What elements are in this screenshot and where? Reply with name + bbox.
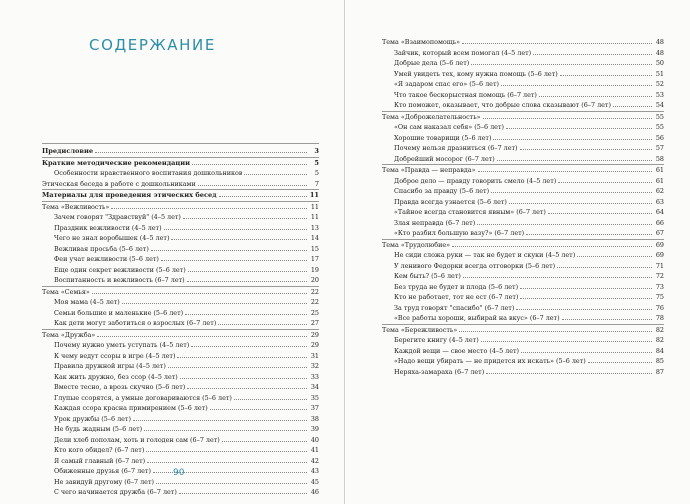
toc-entry-page: 38	[310, 414, 319, 423]
toc-entry-page: 5	[314, 158, 319, 167]
toc-entry[interactable]	[42, 393, 319, 404]
dot-leader	[187, 382, 307, 389]
toc-entry-page: 40	[310, 435, 319, 444]
toc-entry[interactable]	[382, 228, 664, 239]
dot-leader	[520, 143, 652, 150]
toc-entry[interactable]	[382, 261, 664, 272]
toc-entry-title: Добрейший мосорог (6–7 лет)	[394, 154, 495, 163]
toc-entry[interactable]	[382, 69, 664, 80]
toc-entry-page: 69	[655, 240, 664, 249]
toc-entry-title: Я самый главный (6–7 лет)	[54, 456, 146, 465]
toc-entry-title: Вежливая просьба (5–6 лет)	[54, 244, 149, 253]
toc-entry-title: Тема «Вежливость»	[42, 202, 110, 211]
toc-entry-title: Тема «Доброжелательность»	[382, 112, 481, 121]
dot-leader	[471, 58, 652, 65]
toc-entry-page: 29	[310, 330, 319, 339]
dot-leader	[462, 37, 652, 44]
dot-leader	[497, 154, 652, 161]
toc-entry-title: Почему нужно уметь уступать (4–5 лет)	[54, 341, 190, 349]
toc-entry-title: Кто кого обидел? (6–7 лет)	[54, 446, 145, 454]
toc-entry-page: 45	[310, 477, 319, 486]
dot-leader	[577, 250, 652, 257]
toc-entry-title: Доброе дело — правду говорить смело (4–5 лет)	[394, 176, 557, 185]
toc-entry-title: Тема «Взаимопомощь»	[382, 38, 461, 46]
toc-entry-title: Материалы для проведения этических бесед	[42, 191, 217, 199]
dot-leader	[234, 393, 307, 400]
toc-entry-page: 11	[310, 202, 319, 211]
toc-entry[interactable]	[382, 207, 664, 218]
toc-entry-title: Каждая ссора красна примирением (5–6 лет)	[54, 404, 208, 412]
toc-entry-page: 3	[314, 147, 319, 155]
toc-entry-title: Кем быть? (5–6 лет)	[394, 272, 461, 280]
toc-entry-page: 73	[655, 282, 664, 291]
toc-entry[interactable]	[382, 356, 664, 367]
toc-entry[interactable]	[42, 168, 319, 179]
toc-entry-title: Добрые дела (5–6 лет)	[394, 59, 470, 67]
toc-entry-page: 56	[655, 133, 664, 142]
dot-leader	[562, 313, 652, 320]
toc-section-entry[interactable]	[42, 157, 319, 169]
toc-entry[interactable]	[42, 424, 319, 435]
toc-entry-page: 67	[655, 229, 664, 237]
dot-leader	[147, 456, 307, 463]
toc-entry-page: 22	[310, 287, 319, 296]
toc-entry-page: 48	[655, 48, 664, 57]
dot-leader	[520, 292, 652, 299]
toc-entry[interactable]	[382, 154, 664, 165]
toc-entry-page: 71	[655, 261, 664, 270]
toc-entry-page: 22	[310, 298, 319, 306]
toc-entry[interactable]	[42, 414, 319, 425]
dot-leader	[509, 197, 652, 204]
dot-leader	[526, 228, 652, 235]
dot-leader	[548, 207, 652, 214]
toc-entry[interactable]	[382, 335, 664, 346]
toc-entry-page: 35	[310, 393, 319, 402]
toc-entry-title: К чему ведут ссоры в игре (4–5 лет)	[54, 351, 176, 360]
toc-entry-page: 72	[655, 272, 664, 280]
right-page	[346, 0, 690, 504]
dot-leader	[244, 168, 307, 175]
toc-entry-page: 57	[655, 144, 664, 152]
page-title: СОДЕРЖАНИЕ	[89, 36, 216, 54]
toc-entry-title: Зайчик, который всем помогал (4–5 лет)	[394, 48, 532, 57]
dot-leader	[183, 212, 307, 219]
toc-entry-page: 11	[310, 213, 319, 221]
toc-entry-page: 62	[655, 187, 664, 195]
dot-leader	[146, 445, 307, 452]
toc-entry-title: Урок дружбы (5–6 лет)	[54, 414, 131, 423]
toc-entry-title: Вместе тесно, а врозь скучно (5–6 лет)	[54, 383, 186, 391]
dot-leader	[477, 218, 652, 225]
dot-leader	[111, 202, 307, 209]
dot-leader	[192, 158, 307, 165]
toc-entry[interactable]	[42, 361, 319, 372]
toc-entry-page: 27	[310, 319, 319, 327]
dot-leader	[516, 303, 652, 310]
toc-section-entry[interactable]	[42, 146, 319, 157]
toc-theme-entry[interactable]	[42, 329, 319, 341]
toc-entry[interactable]	[42, 487, 319, 498]
toc-entry-title: «Все работы хороши, выбирай на вкус» (6–7 лет)	[394, 314, 560, 322]
toc-entry-title: За труд говорят "спасибо" (6–7 лет)	[394, 303, 515, 312]
dot-leader	[187, 275, 307, 282]
toc-entry-page: 61	[655, 176, 664, 185]
toc-entry-title: «Он сам наказал себя» (5–6 лет)	[394, 123, 504, 131]
dot-leader	[164, 223, 307, 230]
top-divider	[42, 143, 319, 144]
toc-entry-title: Особенности нравственного воспитания дошкольников	[54, 169, 243, 177]
dot-leader	[520, 282, 652, 289]
toc-entry-page: 41	[310, 446, 319, 454]
dot-leader	[171, 233, 307, 240]
dot-leader	[478, 165, 653, 172]
toc-entry-title: «Я задаром спас его» (5–6 лет)	[394, 80, 499, 88]
toc-entry-title: Каждой вещи — свое место (4–5 лет)	[394, 346, 520, 355]
toc-entry-page: 51	[655, 69, 664, 78]
dot-leader	[491, 186, 652, 193]
dot-leader	[188, 265, 307, 272]
toc-entry[interactable]	[42, 179, 319, 190]
dot-leader	[219, 190, 307, 197]
toc-theme-entry[interactable]	[382, 111, 664, 123]
toc-entry-title: Предисловие	[42, 147, 94, 155]
toc-entry[interactable]	[382, 303, 664, 314]
toc-entry-title: «Кто разбил большую вазу?» (6–7 лет)	[394, 229, 525, 237]
toc-entry-title: Дели хлеб пополам, хоть и голоден сам (6–7 лет)	[54, 435, 220, 444]
toc-entry-title: Как дети могут заботиться о взрослых (6–7 лет)	[54, 319, 217, 327]
dot-leader	[493, 133, 652, 140]
toc-entry-page: 5	[314, 169, 319, 177]
page-number: 90	[173, 468, 185, 478]
toc-entry-page: 20	[310, 276, 319, 284]
toc-entry-page: 46	[310, 488, 319, 496]
toc-entry[interactable]	[382, 250, 664, 261]
toc-entry[interactable]	[382, 218, 664, 229]
toc-entry-page: 37	[310, 404, 319, 412]
toc-entry[interactable]	[382, 48, 664, 59]
toc-entry[interactable]	[382, 133, 664, 144]
toc-entry-title: Чего не знал воробышек (4–5 лет)	[54, 234, 170, 242]
dot-leader	[521, 346, 652, 353]
dot-leader	[483, 112, 652, 119]
toc-entry[interactable]	[42, 254, 319, 265]
toc-entry-title: Воспитанность и вежливость (6–7 лет)	[54, 276, 185, 284]
toc-entry[interactable]	[42, 244, 319, 255]
toc-entry-page: 42	[310, 456, 319, 465]
toc-entry-title: Обиженные друзья (6–7 лет)	[54, 467, 151, 475]
toc-entry-title: Еще один секрет вежливости (5–6 лет)	[54, 265, 186, 274]
toc-entry[interactable]	[382, 271, 664, 282]
toc-entry-page: 17	[310, 255, 319, 263]
toc-entry[interactable]	[382, 58, 664, 69]
toc-entry-page: 19	[310, 265, 319, 274]
toc-entry[interactable]	[42, 372, 319, 383]
toc-entry[interactable]	[42, 265, 319, 276]
toc-entry-page: 43	[310, 467, 319, 475]
toc-entry-page: 7	[314, 179, 319, 188]
dot-leader	[144, 424, 307, 431]
toc-entry-page: 34	[310, 383, 319, 391]
toc-entry[interactable]	[42, 340, 319, 351]
dot-leader	[185, 308, 307, 315]
toc-entry-title: Как жить дружно, без ссор (4–5 лет)	[54, 372, 178, 381]
toc-entry[interactable]	[382, 282, 664, 293]
toc-entry-title: «Тайное всегда становится явным» (6–7 лет)	[394, 208, 546, 216]
toc-entry[interactable]	[42, 351, 319, 362]
dot-leader	[180, 372, 307, 379]
toc-entry[interactable]	[42, 275, 319, 286]
toc-entry[interactable]	[42, 403, 319, 414]
toc-entry-page: 52	[655, 80, 664, 88]
toc-entry-page: 15	[310, 244, 319, 253]
toc-theme-entry[interactable]	[382, 324, 664, 336]
toc-entry-page: 76	[655, 303, 664, 312]
toc-theme-entry[interactable]	[42, 286, 319, 298]
toc-entry[interactable]	[382, 313, 664, 324]
dot-leader	[222, 435, 307, 442]
toc-entry-page: 39	[310, 425, 319, 433]
toc-entry-page: 31	[310, 351, 319, 360]
dot-leader	[168, 361, 307, 368]
dot-leader	[95, 146, 307, 153]
dot-leader	[151, 244, 307, 251]
toc-entry[interactable]	[42, 223, 319, 234]
toc-entry[interactable]	[382, 79, 664, 90]
toc-entry[interactable]	[382, 197, 664, 208]
toc-entry-page: 61	[655, 166, 664, 174]
toc-entry-title: «Надо вещи убирать — не придется их искать» (5–6 лет)	[394, 357, 586, 365]
toc-entry[interactable]	[382, 176, 664, 187]
toc-entry-title: Семьи большие и маленькие (5–6 лет)	[54, 308, 184, 317]
toc-entry[interactable]	[42, 297, 319, 308]
toc-entry-title: Хорошие товарищи (5–6 лет)	[394, 133, 492, 142]
dot-leader	[588, 356, 652, 363]
toc-entry-page: 69	[655, 251, 664, 259]
toc-entry-title: Правила дружной игры (4–5 лет)	[54, 362, 166, 370]
toc-entry-title: Глупые ссорятся, а умные договариваются (5–6 лет)	[54, 393, 232, 402]
toc-entry-title: Тема «Трудолюбие»	[382, 240, 451, 249]
toc-entry[interactable]	[42, 445, 319, 456]
dot-leader	[557, 261, 652, 268]
toc-left-column	[42, 146, 319, 498]
toc-theme-entry[interactable]	[42, 201, 319, 213]
toc-entry-title: Кто не работает, тот не ест (6–7 лет)	[394, 293, 519, 301]
toc-entry-page: 66	[655, 218, 664, 227]
toc-entry[interactable]	[42, 456, 319, 467]
toc-entry-page: 75	[655, 293, 664, 301]
toc-entry-page: 64	[655, 208, 664, 216]
dot-leader	[463, 271, 652, 278]
toc-entry-page: 78	[655, 314, 664, 322]
toc-entry-title: У ленивого Федорки всегда отговорки (5–6 лет)	[394, 261, 556, 270]
dot-leader	[558, 176, 652, 183]
toc-entry-title: Тема «Бережливость»	[382, 325, 458, 334]
toc-entry-title: Злая неправда (6–7 лет)	[394, 218, 476, 227]
toc-entry[interactable]	[382, 292, 664, 303]
toc-theme-entry[interactable]	[382, 164, 664, 176]
dot-leader	[161, 254, 307, 261]
toc-entry[interactable]	[42, 435, 319, 446]
toc-entry-page: 33	[310, 372, 319, 381]
toc-entry-page: 85	[655, 357, 664, 365]
dot-leader	[506, 122, 652, 129]
toc-entry-title: Тема «Правда — неправда»	[382, 166, 476, 174]
toc-entry[interactable]	[382, 90, 664, 101]
toc-entry-page: 32	[310, 362, 319, 370]
dot-leader	[191, 340, 307, 347]
toc-entry[interactable]	[382, 100, 664, 111]
toc-entry-page: 14	[310, 234, 319, 242]
toc-entry-page: 55	[655, 112, 664, 121]
toc-entry-title: Краткие методические рекомендации	[42, 158, 191, 167]
dot-leader	[560, 69, 652, 76]
toc-entry-page: 25	[310, 308, 319, 317]
toc-entry-page: 11	[309, 191, 319, 199]
dot-leader	[533, 48, 652, 55]
toc-entry[interactable]	[42, 477, 319, 488]
toc-theme-entry[interactable]	[382, 239, 664, 251]
toc-entry-title: Кто поможет, оказывает, что добрые слова сказывают (6–7 лет)	[394, 101, 611, 109]
toc-entry[interactable]	[42, 382, 319, 393]
toc-entry-page: 53	[655, 90, 664, 99]
toc-entry-title: Праздник вежливости (4–5 лет)	[54, 223, 162, 232]
toc-entry-title: Зачем говорят "Здравствуй" (4–5 лет)	[54, 213, 181, 221]
toc-entry[interactable]	[382, 143, 664, 154]
dot-leader	[452, 240, 652, 247]
dot-leader	[92, 287, 307, 294]
toc-entry-page: 82	[655, 336, 664, 344]
toc-entry-page: 58	[655, 154, 664, 163]
toc-entry-page: 50	[655, 59, 664, 67]
toc-entry-title: Этическая беседа в работе с дошкольниками	[42, 179, 196, 188]
toc-entry[interactable]	[42, 308, 319, 319]
dot-leader	[198, 179, 307, 186]
toc-entry-title: Не будь жадным (5–6 лет)	[54, 425, 143, 433]
toc-entry-title: Умей увидеть тех, кому нужна помощь (5–6 лет)	[394, 69, 558, 78]
toc-entry[interactable]	[382, 122, 664, 133]
dot-leader	[539, 90, 652, 97]
toc-entry-page: 13	[310, 223, 319, 232]
dot-leader	[177, 351, 307, 358]
toc-entry[interactable]	[42, 212, 319, 223]
toc-entry-page: 63	[655, 197, 664, 206]
dot-leader	[210, 403, 307, 410]
toc-entry-page: 84	[655, 346, 664, 355]
toc-entry-title: Почему нельзя дразниться (6–7 лет)	[394, 144, 518, 152]
dot-leader	[613, 100, 652, 107]
toc-right-column	[382, 37, 664, 377]
dot-leader	[179, 487, 307, 494]
toc-theme-entry[interactable]	[382, 37, 664, 48]
toc-entry-title: Тема «Семья»	[42, 287, 90, 296]
toc-entry-title: Без труда не будет и плода (5–6 лет)	[394, 282, 519, 291]
toc-entry[interactable]	[42, 318, 319, 329]
toc-entry-title: Феи учат вежливости (5–6 лет)	[54, 255, 159, 263]
dot-leader	[501, 79, 652, 86]
toc-entry-title: С чего начинается дружба (6–7 лет)	[54, 488, 177, 496]
dot-leader	[133, 414, 307, 421]
toc-entry-page: 48	[655, 38, 664, 46]
toc-entry[interactable]	[382, 346, 664, 357]
toc-entry[interactable]	[382, 367, 664, 378]
dot-leader	[486, 367, 652, 374]
toc-entry-page: 87	[655, 367, 664, 376]
toc-entry-page: 54	[655, 101, 664, 109]
dot-leader	[218, 318, 307, 325]
toc-entry[interactable]	[382, 186, 664, 197]
toc-section-entry[interactable]	[42, 189, 319, 201]
toc-entry-title: Берегите книгу (4–5 лет)	[394, 336, 479, 344]
toc-entry-title: Спасибо за правду (5–6 лет)	[394, 187, 490, 195]
toc-entry-title: Неряха-замараха (6–7 лет)	[394, 367, 485, 376]
dot-leader	[122, 297, 307, 304]
toc-entry-title: Не сиди сложа руки — так не будет и скуки (4–5 лет)	[394, 251, 576, 259]
toc-entry-page: 29	[310, 341, 319, 349]
toc-entry-title: Моя мама (4–5 лет)	[54, 298, 120, 306]
dot-leader	[97, 330, 307, 337]
toc-entry-page: 55	[655, 123, 664, 131]
toc-entry[interactable]	[42, 233, 319, 244]
toc-entry-title: Тема «Дружба»	[42, 330, 96, 339]
toc-entry-title: Правда всегда узнается (5–6 лет)	[394, 197, 507, 206]
toc-entry-title: Не завидуй другому (6–7 лет)	[54, 477, 154, 486]
toc-entry-page: 82	[655, 325, 664, 334]
toc-entry-title: Что такое бескорыстная помощь (6–7 лет)	[394, 90, 537, 99]
dot-leader	[481, 335, 652, 342]
dot-leader	[459, 325, 652, 332]
